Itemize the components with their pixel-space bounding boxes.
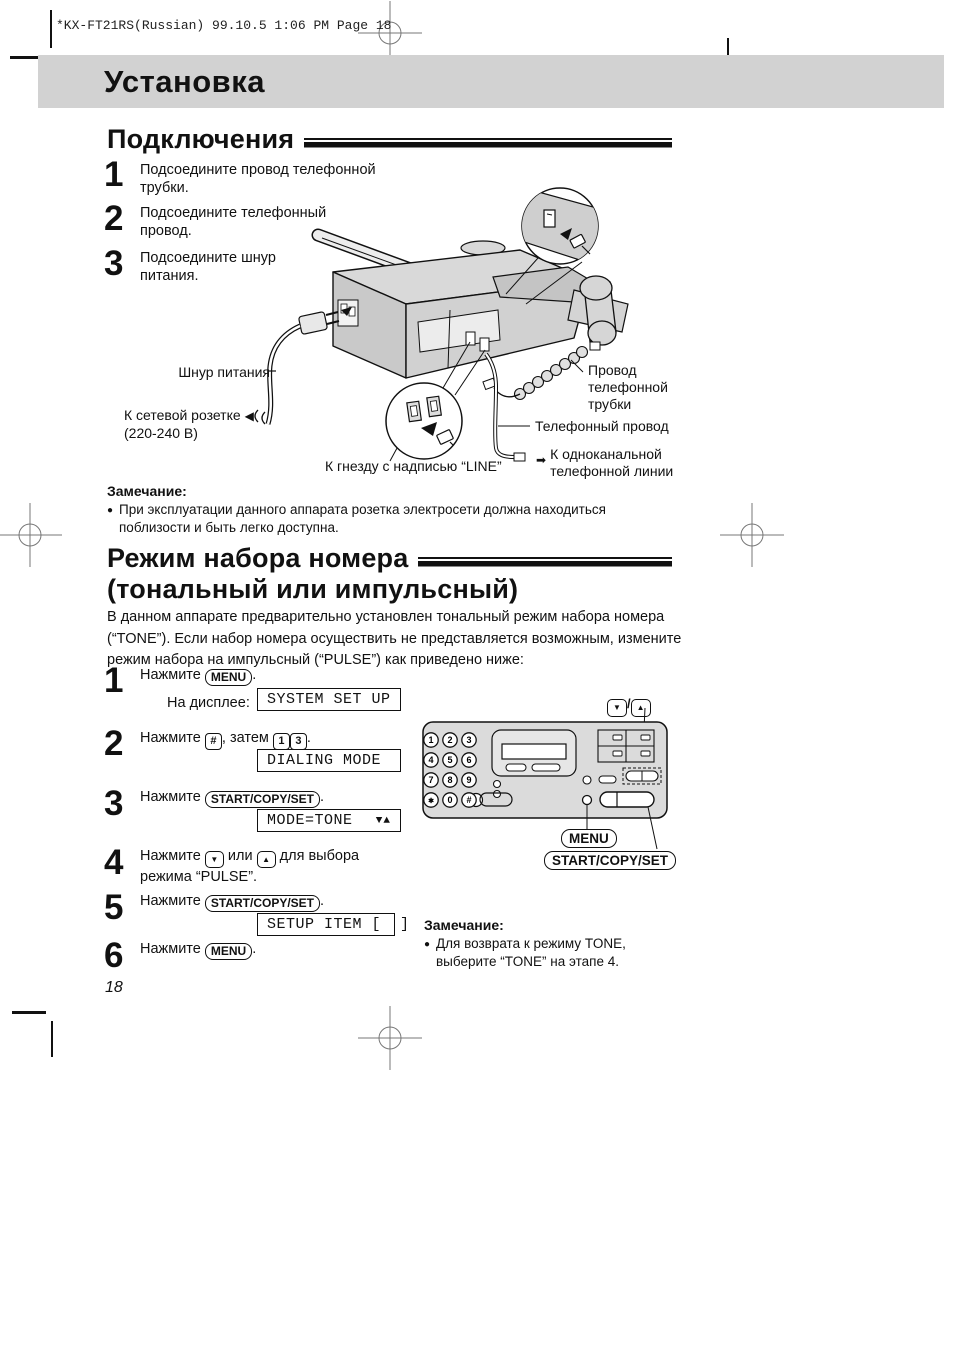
label-to-outlet: К сетевой розетке ◀ (220-240 В) (124, 407, 254, 441)
down-arrow-key: ▼ (205, 851, 224, 868)
up-arrow-key: ▲ (257, 851, 276, 868)
title-band (38, 55, 944, 108)
step-number: 3 (104, 784, 124, 823)
svg-text:4: 4 (428, 755, 434, 765)
label-phone-cord: Телефонный провод (535, 418, 669, 434)
step-number: 2 (104, 724, 124, 763)
fax-connection-diagram (238, 182, 698, 488)
section-heading: Режим набора номера (107, 543, 409, 573)
registration-mark-icon (358, 1006, 422, 1070)
key-3: 3 (290, 733, 307, 750)
up-arrow-key: ▲ (631, 699, 651, 717)
section-heading: Подключения (107, 124, 295, 154)
down-arrow-key: ▼ (607, 699, 627, 717)
start-copy-set-button-label: START/COPY/SET (205, 895, 320, 912)
menu-button-label: MENU (205, 669, 252, 686)
crop-mark (12, 1011, 46, 1014)
svg-text:8: 8 (447, 775, 453, 785)
heading-rule (304, 138, 672, 148)
note-text: ● При эксплуатации данного аппарата розетка электросети должна находиться поблизости и быть легко доступна. (107, 502, 606, 535)
svg-text:9: 9 (466, 775, 472, 785)
svg-text:7: 7 (428, 775, 434, 785)
page-number: 18 (105, 979, 123, 996)
step-text: Нажмите # , затем 1 3 . (140, 729, 311, 750)
step-number: 4 (104, 843, 124, 882)
lcd-display: SYSTEM SET UP (257, 688, 401, 711)
lcd-display: DIALING MODE (257, 749, 401, 772)
start-copy-set-button-label: START/COPY/SET (205, 791, 320, 808)
section-dialing-heading-row (107, 543, 672, 574)
step-text: Нажмите START/COPY/SET . (140, 893, 325, 910)
registration-mark-icon (720, 503, 784, 567)
step-number: 5 (104, 888, 124, 927)
print-job-header: *KX-FT21RS(Russian) 99.10.5 1:06 PM Page 18 (56, 18, 392, 33)
svg-text:6: 6 (466, 755, 472, 765)
svg-text:2: 2 (447, 735, 453, 745)
note-heading: Замечание: (424, 917, 504, 933)
menu-button-label: MENU (205, 943, 252, 960)
display-caption: На дисплее: (167, 695, 250, 711)
lcd-display: SETUP ITEM [ ] (257, 913, 395, 936)
crop-mark (51, 1021, 53, 1057)
step-text: Нажмите MENU . (140, 941, 257, 958)
section-heading-line2: (тональный или импульсный) (107, 574, 519, 604)
registration-mark-icon (0, 503, 62, 567)
key-1: 1 (273, 733, 290, 750)
page-title: Установка (104, 64, 265, 99)
note-text: ● Для возврата к режиму TONE, выберите “TONE” на этапе 4. (424, 936, 626, 969)
start-copy-set-button-label: START/COPY/SET (544, 851, 676, 870)
svg-text:✱: ✱ (428, 798, 434, 805)
arrow-right-icon: ➡ (536, 453, 547, 467)
step-number: 3 (104, 244, 124, 283)
crop-mark (727, 38, 729, 55)
step-text: Нажмите ▼ или ▲ для выбора режима “PULSE”. (140, 848, 360, 885)
bullet-icon: ● (107, 505, 114, 516)
note-heading: Замечание: (107, 483, 187, 499)
label-single-line: ➡ К одноканальной телефонной линии (536, 446, 674, 479)
step-text: Нажмите MENU . (140, 667, 257, 684)
bullet-icon: ● (424, 939, 431, 950)
arrow-left-icon: ◀ (244, 409, 254, 423)
heading-rule (418, 557, 672, 567)
section-connections-heading-row (107, 124, 672, 155)
step-text: Подсоедините телефонный провод. (140, 205, 327, 239)
hash-key: # (205, 733, 222, 750)
label-handset-cord: Провод телефонной трубки (588, 362, 668, 412)
crop-mark (50, 10, 52, 48)
svg-text:3: 3 (466, 735, 472, 745)
label-line-jack: К гнезду с надписью “LINE” (325, 458, 502, 474)
step-text: Подсоедините шнур питания. (140, 250, 276, 284)
step-text: Подсоедините провод телефонной трубки. (140, 162, 376, 196)
step-number: 1 (104, 661, 124, 700)
svg-text:1: 1 (428, 735, 434, 745)
label-power-cord: Шнур питания (178, 364, 270, 380)
nav-keys-label: ▼ / ▲ (607, 696, 651, 717)
lcd-display: MODE=TONE ▼▲ (257, 809, 401, 832)
fax-illustration (238, 182, 698, 488)
down-up-arrows: ▼▲ (375, 814, 391, 827)
menu-button-label: MENU (561, 829, 617, 848)
step-number: 2 (104, 199, 124, 238)
step-number: 6 (104, 936, 124, 975)
svg-text:#: # (466, 795, 472, 805)
svg-text:5: 5 (447, 755, 453, 765)
svg-text:0: 0 (447, 795, 453, 805)
dialing-intro: В данном аппарате предварительно установлен тональный режим набора номера (“TONE”). Если набор номера осуществить не представляется возможным, измените режим набора на импульсный (“PULSE”) как приведено ниже: (107, 609, 682, 668)
step-text: Нажмите START/COPY/SET . (140, 789, 325, 806)
step-number: 1 (104, 155, 124, 194)
